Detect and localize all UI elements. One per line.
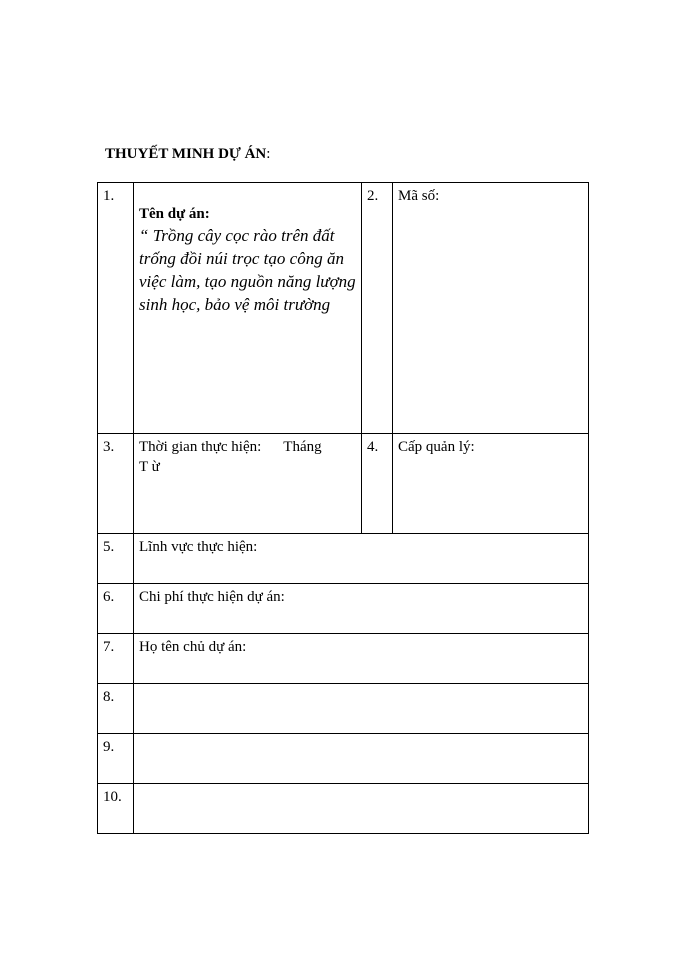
- form-row-7: [98, 634, 589, 684]
- form-row-3: [98, 434, 589, 534]
- form-row-9: [98, 734, 589, 784]
- project-name-cell: [134, 183, 362, 434]
- row-3-number: 3.: [98, 434, 134, 534]
- project-code-cell: [393, 183, 589, 434]
- duration-label: Thời gian thực hiện:: [139, 439, 262, 455]
- row-9-content: [134, 734, 589, 784]
- form-row-1: [98, 183, 589, 434]
- row-10-content: [134, 784, 589, 834]
- row-8-content: [134, 684, 589, 734]
- form-row-8: [98, 684, 589, 734]
- row-8-number: 8.: [98, 684, 134, 734]
- management-level-cell: [393, 434, 589, 534]
- project-owner-cell: [134, 634, 589, 684]
- row-2-number: 2.: [362, 183, 393, 434]
- duration-from: T ừ: [139, 459, 160, 475]
- row-9-number: 9.: [98, 734, 134, 784]
- project-owner-label: Họ tên chủ dự án:: [139, 639, 247, 655]
- form-row-10: [98, 784, 589, 834]
- field-of-work-cell: [134, 534, 589, 584]
- management-level-label: Cấp quản lý:: [398, 439, 475, 455]
- row-10-number: 10.: [98, 784, 134, 834]
- duration-cell: [134, 434, 362, 534]
- field-of-work-label: Lĩnh vực thực hiện:: [139, 539, 258, 555]
- duration-line: [139, 437, 356, 457]
- row-1-number: 1.: [98, 183, 134, 434]
- duration-month: Tháng: [283, 439, 322, 455]
- row-7-number: 7.: [98, 634, 134, 684]
- page-title-colon: :: [266, 146, 271, 162]
- page-title: [105, 146, 270, 163]
- row-4-number: 4.: [362, 434, 393, 534]
- project-code-label: Mã số:: [398, 188, 440, 204]
- row-5-number: 5.: [98, 534, 134, 584]
- project-name-value: “ Trồng cây cọc rào trên đất trống đồi núi trọc tạo công ăn việc làm, tạo nguồn năng lượng sinh học, bảo vệ môi trường: [139, 226, 356, 314]
- project-form-table: [97, 182, 589, 834]
- project-name-label: Tên dự án:: [139, 206, 210, 222]
- form-row-5: [98, 534, 589, 584]
- project-cost-cell: [134, 584, 589, 634]
- row-6-number: 6.: [98, 584, 134, 634]
- form-row-6: [98, 584, 589, 634]
- page-title-text: THUYẾT MINH DỰ ÁN: [105, 146, 267, 162]
- project-cost-label: Chi phí thực hiện dự án:: [139, 589, 285, 605]
